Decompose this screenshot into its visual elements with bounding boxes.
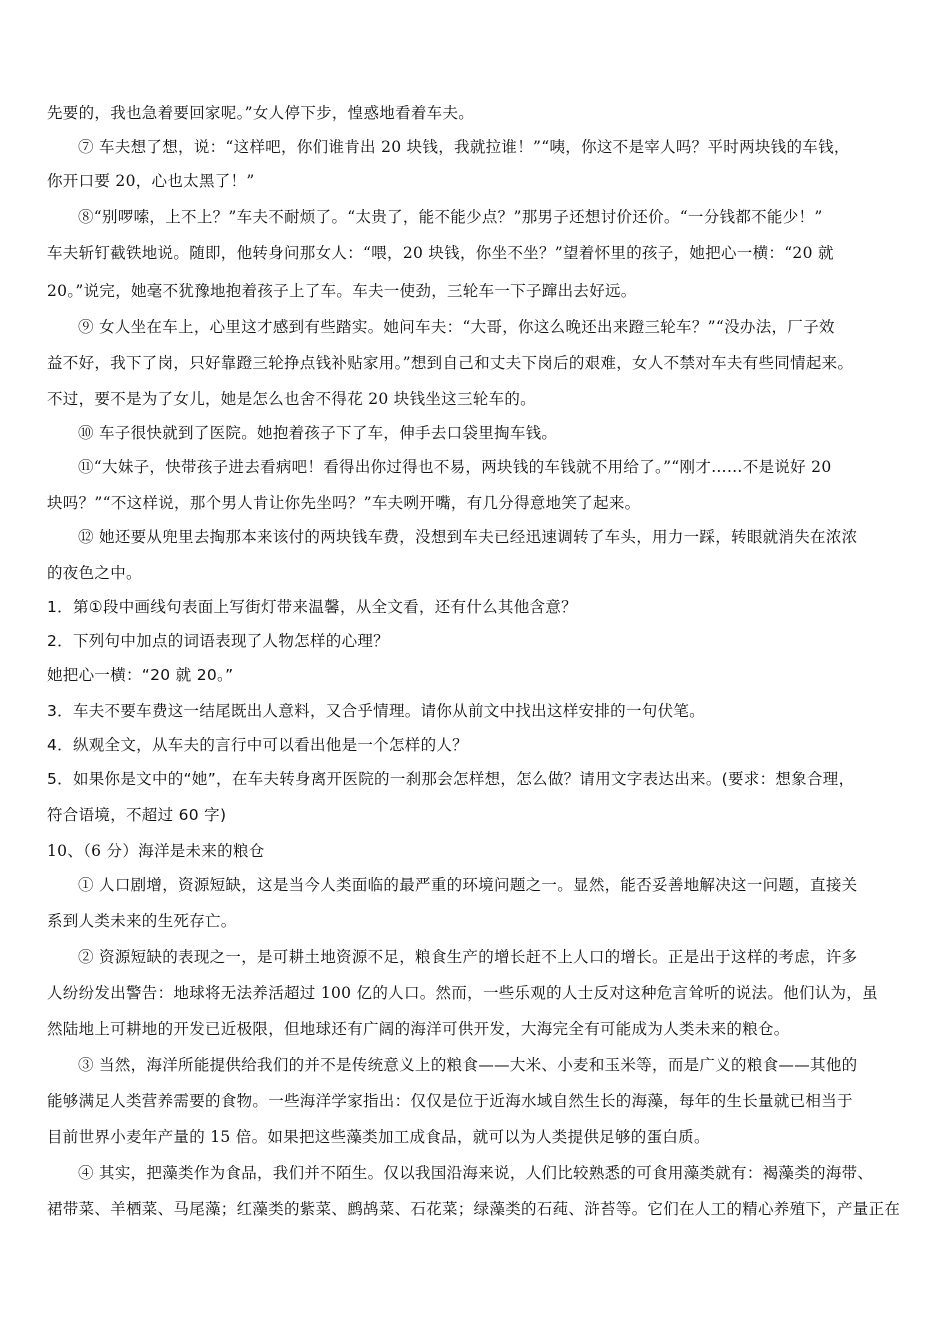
question-1: 1．第①段中画线句表面上写街灯带来温馨，从全文看，还有什么其他含意？	[47, 598, 577, 616]
paragraph-4: ④ 其实，把藻类作为食品，我们并不陌生。仅以我国沿海来说，人们比较熟悉的可食用藻类就有：褐藻类的海带、	[78, 1164, 874, 1182]
paragraph-12: ⑫ 她还要从兜里去掏那本来该付的两块钱车费，没想到车夫已经迅速调转了车头，用力一踩，转眼就消失在浓浓	[78, 528, 858, 546]
paragraph-2: ② 资源短缺的表现之一，是可耕土地资源不足，粮食生产的增长赶不上人口的增长。正是出于这样的考虑，许多	[78, 948, 858, 966]
paragraph-7: ⑦ 车夫想了想，说：“这样吧，你们谁肯出 20 块钱，我就拉谁！”“咦，你这不是宰人吗？平时两块钱的车钱，	[78, 138, 850, 156]
text-line: 车夫斩钉截铁地说。随即，他转身问那女人：“喂，20 块钱，你坐不坐？”望着怀里的孩子，她把心一横：“20 就	[47, 244, 834, 262]
text-line: 符合语境，不超过 60 字)	[47, 806, 227, 824]
text-line: 益不好，我下了岗，只好靠蹬三轮挣点钱补贴家用。”想到自己和丈夫下岗后的艰难，女人不禁对车夫有些同情起来。	[47, 354, 854, 372]
paragraph-9: ⑨ 女人坐在车上，心里这才感到有些踏实。她问车夫：“大哥，你这么晚还出来蹬三轮车？”“没办法，厂子效	[78, 318, 835, 336]
text-line: 你开口要 20，心也太黑了！”	[47, 172, 255, 190]
paragraph-1: ① 人口剧增，资源短缺，这是当今人类面临的最严重的环境问题之一。显然，能否妥善地解决这一问题，直接关	[78, 876, 858, 894]
text-line: 先要的，我也急着要回家呢。”女人停下步，惶惑地看着车夫。	[47, 104, 475, 122]
question-4: 4．纵观全文，从车夫的言行中可以看出他是一个怎样的人？	[47, 736, 468, 754]
text-line: 20。”说完，她毫不犹豫地抱着孩子上了车。车夫一使劲，三轮车一下子蹿出去好远。	[47, 282, 637, 300]
text-line: 目前世界小麦年产量的 15 倍。如果把这些藻类加工成食品，就可以为人类提供足够的蛋白质。	[47, 1128, 710, 1146]
question-5: 5．如果你是文中的“她”，在车夫转身离开医院的一刹那会怎样想，怎么做？请用文字表达出来。(要求：想象合理，	[47, 770, 855, 788]
question-2: 2．下列句中加点的词语表现了人物怎样的心理？	[47, 632, 389, 650]
text-line: 系到人类未来的生死存亡。	[47, 912, 237, 930]
question-3: 3．车夫不要车费这一结尾既出人意料，又合乎情理。请你从前文中找出这样安排的一句伏笔。	[47, 702, 705, 720]
paragraph-11: ⑪“大妹子，快带孩子进去看病吧！看得出你过得也不易，两块钱的车钱就不用给了。”“刚才……不是说好 20	[78, 458, 832, 476]
text-line: 的夜色之中。	[47, 564, 142, 582]
paragraph-8: ⑧“别啰嗦，上不上？”车夫不耐烦了。“太贵了，能不能少点？”那男子还想讨价还价。“一分钱都不能少！”	[78, 208, 823, 226]
question-2-quote: 她把心一横：“20 就 20。”	[47, 666, 234, 684]
text-line: 不过，要不是为了女儿，她是怎么也舍不得花 20 块钱坐这三轮车的。	[47, 390, 536, 408]
text-line: 能够满足人类营养需要的食物。一些海洋学家指出：仅仅是位于近海水域自然生长的海藻，每年的生长量就已相当于	[47, 1092, 853, 1110]
paragraph-3: ③ 当然，海洋所能提供给我们的并不是传统意义上的粮食——大米、小麦和玉米等，而是广义的粮食——其他的	[78, 1056, 858, 1074]
text-line: 裙带菜、羊栖菜、马尾藻；红藻类的紫菜、鹧鸪菜、石花菜；绿藻类的石莼、浒苔等。它们在人工的精心养殖下，产量正在	[47, 1200, 901, 1218]
section-heading: 10、（6 分）海洋是未来的粮仓	[47, 842, 265, 860]
text-line: 人纷纷发出警告：地球将无法养活超过 100 亿的人口。然而，一些乐观的人士反对这种危言耸听的说法。他们认为，虽	[47, 984, 878, 1002]
paragraph-10: ⑩ 车子很快就到了医院。她抱着孩子下了车，伸手去口袋里掏车钱。	[78, 424, 558, 442]
text-line: 然陆地上可耕地的开发已近极限，但地球还有广阔的海洋可供开发，大海完全有可能成为人类未来的粮仓。	[47, 1020, 790, 1038]
text-line: 块吗？”“不这样说，那个男人肯让你先坐吗？”车夫咧开嘴，有几分得意地笑了起来。	[47, 494, 641, 512]
